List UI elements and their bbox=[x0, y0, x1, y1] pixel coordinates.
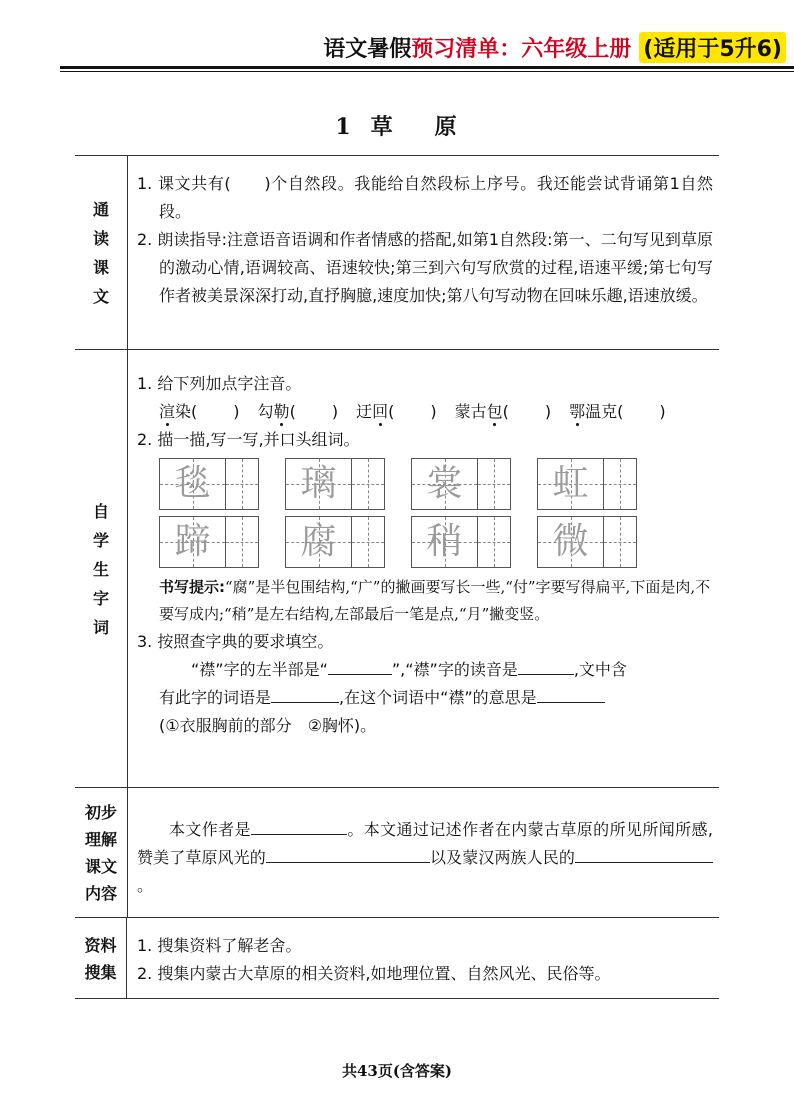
section-label bbox=[75, 350, 128, 788]
writing-tip-heading: 书写提示: bbox=[159, 578, 225, 596]
lesson-title-char-2: 原 bbox=[434, 114, 459, 140]
tracing-box[interactable] bbox=[285, 458, 385, 510]
trace-char: 微 bbox=[552, 521, 589, 562]
label-char: 自 bbox=[92, 501, 109, 521]
pinyin-word-3: 迂回( ) bbox=[356, 402, 437, 421]
blank-word[interactable] bbox=[271, 684, 339, 703]
page-header bbox=[323, 30, 786, 64]
pinyin-word-5: 鄂温克( ) bbox=[569, 402, 666, 421]
trace-char: 裳 bbox=[426, 463, 463, 504]
writing-tip bbox=[137, 574, 713, 628]
blank-pronunciation[interactable] bbox=[518, 656, 574, 675]
collect-item-2: 2. 搜集内蒙古大草原的相关资料,如地理位置、自然风光、民俗等。 bbox=[137, 964, 611, 983]
label-char: 读 bbox=[92, 229, 109, 248]
q3-options: (①衣服胸前的部分 ②胸怀)。 bbox=[159, 716, 377, 735]
pinyin-row bbox=[137, 398, 713, 426]
trace-char: 毯 bbox=[174, 463, 211, 504]
header-series: 语文暑假 bbox=[323, 36, 412, 62]
header-rule-thin bbox=[60, 71, 794, 72]
lesson-title bbox=[0, 110, 794, 141]
item-paragraph-count: 1. 课文共有( )个自然段。我能给自然段标上序号。我还能尝试背诵第1自然段。 bbox=[137, 174, 713, 221]
label-line: 课文 bbox=[84, 857, 117, 876]
label-char: 学 bbox=[92, 530, 109, 550]
q3-fill-line-1: “襟”字的左半部是“ ”,“襟”字的读音是 ,文中含 bbox=[137, 656, 713, 684]
pinyin-word-4: 蒙古包( ) bbox=[454, 402, 552, 421]
section-understand-content bbox=[75, 787, 719, 918]
writing-tip-text: “腐”是半包围结构,“广”的撇画要写长一些,“付”字要写得扁平,下面是肉,不要写成内;“稍”是左右结构,左部最后一笔是点,“月”撇变竖。 bbox=[159, 578, 711, 623]
label-line: 初步 bbox=[84, 803, 117, 822]
tracing-box[interactable] bbox=[411, 458, 511, 510]
label-line: 理解 bbox=[84, 830, 117, 849]
tracing-box[interactable] bbox=[411, 516, 511, 568]
blank-scenery[interactable] bbox=[266, 844, 430, 863]
trace-char: 稍 bbox=[426, 521, 463, 562]
section-collect-materials bbox=[75, 917, 719, 999]
lesson-number: 1 bbox=[335, 114, 353, 140]
label-line: 资料 bbox=[84, 936, 117, 955]
label-char: 词 bbox=[92, 617, 109, 637]
trace-char: 蹄 bbox=[174, 521, 211, 562]
tracing-box[interactable] bbox=[537, 458, 637, 510]
header-rule-thick bbox=[60, 66, 794, 69]
lesson-title-char-1: 草 bbox=[370, 114, 395, 140]
tracing-box[interactable] bbox=[537, 516, 637, 568]
label-char: 生 bbox=[92, 559, 109, 579]
section-label bbox=[75, 918, 127, 999]
blank-friendship[interactable] bbox=[575, 844, 713, 863]
label-char: 文 bbox=[92, 287, 109, 306]
content-summary: 本文作者是 。本文通过记述作者在内蒙古草原的所见所闻所感,赞美了草原风光的 以及蒙汉两族人民的。 bbox=[137, 816, 713, 900]
header-grade-badge: (适用于5升6) bbox=[639, 32, 786, 63]
table-bottom-rule bbox=[75, 998, 719, 999]
q2-prompt: 2. 描一描,写一写,并口头组词。 bbox=[137, 430, 360, 449]
tracing-grid-row-1 bbox=[159, 458, 713, 510]
trace-char: 璃 bbox=[300, 463, 337, 504]
blank-author[interactable] bbox=[251, 816, 347, 835]
trace-char: 腐 bbox=[300, 521, 337, 562]
collect-item-1: 1. 搜集资料了解老舍。 bbox=[137, 936, 302, 955]
label-line: 内容 bbox=[84, 884, 117, 903]
tracing-box[interactable] bbox=[159, 516, 259, 568]
tracing-box[interactable] bbox=[159, 458, 259, 510]
section-label bbox=[75, 156, 128, 350]
blank-radical[interactable] bbox=[328, 656, 392, 675]
blank-meaning[interactable] bbox=[537, 684, 605, 703]
q1-prompt: 1. 给下列加点字注音。 bbox=[137, 374, 302, 393]
pinyin-word-1: 渲染( ) bbox=[159, 402, 240, 421]
tracing-box[interactable] bbox=[285, 516, 385, 568]
section-read-text bbox=[75, 155, 719, 350]
label-line: 搜集 bbox=[84, 963, 117, 982]
trace-char: 虹 bbox=[552, 463, 589, 504]
section-self-study bbox=[75, 349, 719, 788]
label-char: 通 bbox=[92, 200, 109, 219]
label-char: 字 bbox=[92, 588, 109, 608]
label-char: 课 bbox=[92, 258, 109, 277]
q3-fill-line-2: 有此字的词语是 ,在这个词语中“襟”的意思是 bbox=[137, 684, 713, 712]
q3-prompt: 3. 按照查字典的要求填空。 bbox=[137, 632, 334, 651]
item-reading-guide: 2. 朗读指导:注意语音语调和作者情感的搭配,如第1自然段:第一、二句写见到草原的激动心情,语调较高、语速较快;第三到六句写欣赏的过程,语速平缓;第七句写作者被美景深深打动,直抒胸臆,速度加快;第八句写动物在回味乐趣,语速放缓。 bbox=[137, 230, 713, 305]
page-footer: 共43页(含答案) bbox=[341, 1062, 453, 1080]
section-label bbox=[75, 788, 128, 918]
header-title: 预习清单：六年级上册 bbox=[411, 36, 632, 62]
tracing-grid-row-2 bbox=[159, 516, 713, 568]
pinyin-word-2: 勾勒( ) bbox=[257, 402, 339, 421]
